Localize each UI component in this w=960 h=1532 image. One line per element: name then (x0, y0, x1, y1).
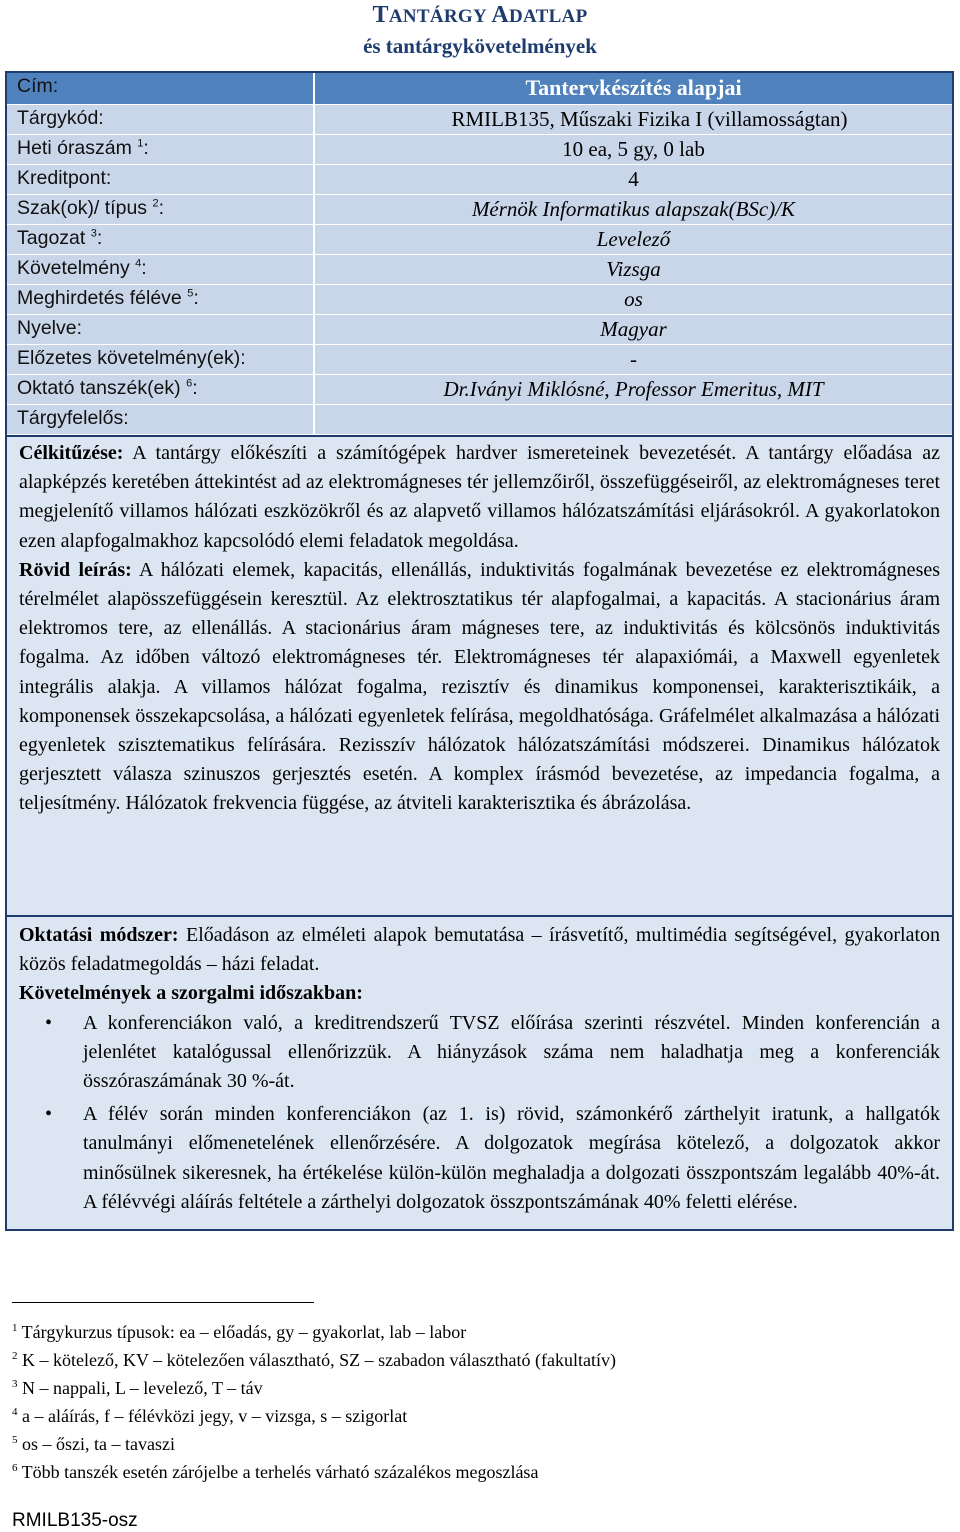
method-paragraph (19, 921, 940, 979)
row-label-text: Heti óraszám (17, 137, 132, 159)
short-text: A hálózati elemek, kapacitás, ellenállás, induktivitás fogalmának bevezetése ez elektromágneses térelmélet alapösszefüggésein keresztül. Az elektrosztatikus tér alapfogalmai, a kapacitás. A stacionárius áram elektromos tere, az ellenállás. A stacionárius áram mágneses tere, az induktivitás és kölcsönös induktivitás fogalma. Az időben változó elektromágneses tér. Elektromágneses tér alapaxiómái, a Maxwell egyenletek integrális alakja. A villamos hálózat fogalma, rezisztív és dinamikus komponensei, karakterisztikáik, a komponensek összekapcsolása, a hálózati egyenletek felírása, megoldhatósága. Gráfelmélet alkalmazása a hálózati egyenletek szisztematikus felírására. Rezisszív hálózatok hálózatszámítási módszerei. Dinamikus hálózatok gerjesztett válasza szinuszos gerjesztés esetén. A komplex írásmód bevezetése, az impedancia fogalma, a teljesítmény. Hálózatok frekvencia függése, az átviteli karakterisztika és ábrázolása. (19, 558, 941, 815)
requirements-block (7, 917, 952, 1229)
table-rows (7, 105, 952, 435)
row-label-text: Nyelve: (17, 317, 83, 339)
footnote-ref: 4 (135, 257, 142, 270)
document-subtitle: és tantárgykövetelmények (363, 34, 597, 58)
table-row (7, 345, 952, 375)
requirements-label: Követelmények a szorgalmi időszakban: (19, 982, 363, 1005)
row-label: Cím: (17, 75, 59, 97)
document-title (0, 2, 960, 29)
footnote-ref: 5 (187, 287, 194, 300)
footnote-ref: 2 (152, 197, 159, 210)
footnote-text: a – aláírás, f – félévközi jegy, v – vizsga, s – szigorlat (17, 1406, 408, 1426)
footnote-number: 4 (12, 1406, 18, 1418)
method-label: Oktatási módszer: (19, 924, 179, 946)
footnote (12, 1456, 616, 1484)
title-part: ANTÁRGY (388, 6, 492, 27)
title-part: T (372, 2, 389, 28)
footnote-separator (12, 1302, 314, 1303)
row-label-text: Tagozat (17, 227, 86, 249)
table-row (7, 105, 952, 135)
table-row (7, 225, 952, 255)
row-label (17, 167, 111, 190)
row-value: Levelező (596, 227, 671, 251)
footnotes (12, 1316, 616, 1484)
row-label (17, 347, 246, 370)
row-label-text: Tárgykód: (17, 107, 104, 129)
footnote-number: 1 (12, 1322, 18, 1334)
page-footer: RMILB135-osz (12, 1510, 138, 1531)
table-row (7, 315, 952, 345)
row-value: 4 (628, 167, 639, 191)
short-description-paragraph (19, 556, 940, 819)
subject-datasheet-table (5, 71, 954, 1231)
row-label (17, 407, 129, 430)
row-value: - (630, 347, 637, 371)
requirements-list (19, 1009, 940, 1217)
footnote-number: 6 (12, 1462, 18, 1474)
label-colon: : (193, 287, 199, 309)
footnote-text: Több tanszék esetén zárójelbe a terhelés várható százalékos megoszlása (17, 1462, 539, 1482)
row-value: 10 ea, 5 gy, 0 lab (562, 137, 705, 161)
footnote (12, 1428, 616, 1456)
column-divider (313, 405, 315, 434)
row-value: Vizsga (606, 257, 661, 281)
label-colon: : (141, 257, 147, 279)
row-label (17, 257, 147, 280)
row-value: Magyar (600, 317, 667, 341)
list-item-text: A konferenciákon való, a kreditrendszerű TVSZ előírása szerinti részvétel. Minden konferencián a jelenlétet katalógussal ellenőrizzük. A hiányzások száma nem haladhatja meg a konferenciák összóraszámának 30 %-át. (83, 1011, 940, 1093)
footnote-text: N – nappali, L – levelező, T – táv (17, 1378, 263, 1398)
table-row (7, 375, 952, 405)
row-label-text: Tárgyfelelős: (17, 407, 129, 429)
table-row (7, 405, 952, 435)
row-label-text: Szak(ok)/ típus (17, 197, 148, 219)
table-row (7, 165, 952, 195)
row-label-text: Kreditpont: (17, 167, 112, 189)
goal-paragraph (19, 439, 940, 556)
footnote-number: 3 (12, 1378, 18, 1390)
row-label-text: Oktató tanszék(ek) (17, 377, 181, 399)
footnote (12, 1372, 616, 1400)
list-item-text: A félév során minden konferenciákon (az 1. is) rövid, számonkérő zárthelyit iratunk, a hallgatók tanulmányi előmenetelének ellenőrzésére. A dolgozatok megírása kötelező, a dolgozatok akkor minősülnek sikeresnek, ha értékelése külön-külön meghaladja a dolgozati összpontszám legalább 40%-át. A félévvégi aláírás feltétele a zárthelyi dolgozatok összpontszámának 40% feletti elérése. (83, 1103, 940, 1213)
row-value: os (624, 287, 643, 311)
footnote-text: K – kötelező, KV – kötelezően választható, SZ – szabadon választható (fakultatív) (17, 1350, 616, 1370)
title-part: A (491, 2, 509, 28)
footnote (12, 1400, 616, 1428)
row-value: Mérnök Informatikus alapszak(BSc)/K (471, 197, 796, 221)
description-block (7, 437, 952, 915)
row-label-text: Előzetes követelmény(ek): (17, 347, 246, 369)
label-colon: : (96, 227, 103, 249)
method-text: Előadáson az elméleti alapok bemutatása – írásvetítő, multimédia segítségével, gyakorlaton közös feladatmegoldás – házi feladat. (19, 924, 940, 976)
footnote (12, 1344, 616, 1372)
footnote-ref: 1 (137, 137, 144, 150)
footnote-ref: 3 (90, 227, 97, 240)
footnote-number: 2 (12, 1350, 18, 1362)
footnote-ref: 6 (186, 377, 193, 390)
list-item (19, 1009, 940, 1097)
column-divider (313, 105, 315, 134)
row-label (17, 287, 199, 310)
row-value: Dr.Iványi Miklósné, Professor Emeritus, MIT (443, 377, 824, 401)
row-label (17, 197, 164, 220)
table-row (7, 135, 952, 165)
row-label (17, 317, 82, 340)
label-colon: : (143, 137, 149, 159)
row-label (17, 227, 102, 250)
row-label-text: Meghirdetés féléve (17, 287, 182, 309)
row-label (17, 107, 104, 130)
goal-label: Célkitűzése: (19, 442, 124, 464)
footnote-number: 5 (12, 1434, 18, 1446)
label-colon: : (192, 377, 198, 399)
footnote-text: os – őszi, ta – tavaszi (17, 1434, 175, 1454)
table-row (7, 255, 952, 285)
row-label-text: Követelmény (17, 257, 130, 279)
row-value: Tantervkészítés alapjai (525, 75, 742, 100)
row-label (17, 137, 149, 160)
goal-text: A tantárgy előkészíti a számítógépek hardver ismereteinek bevezetését. A tantárgy előadása az alapképzés keretében áttekintést ad az elektromágneses tér jellemzőiről, összefüggéseiről, az elektromágneses teret megjelenítő villamos hálózati eszközökről és az alapvető villamos hálózatszámítási eljárásokról. A gyakorlatokon ezen alapfogalmakhoz kapcsolódó elemi feladatok megoldása. (19, 442, 940, 552)
row-title (7, 73, 952, 105)
short-label: Rövid leírás: (19, 558, 132, 581)
table-row (7, 285, 952, 315)
bullet-icon: • (45, 1011, 53, 1034)
table-row (7, 195, 952, 225)
bullet-icon: • (45, 1103, 53, 1126)
title-part: DATLAP (508, 6, 588, 27)
row-value: RMILB135, Műszaki Fizika I (villamosságtan) (451, 107, 848, 131)
footnote-text: Tárgykurzus típusok: ea – előadás, gy – gyakorlat, lab – labor (17, 1322, 467, 1342)
label-colon: : (158, 197, 165, 219)
list-item (19, 1100, 940, 1217)
row-label (17, 377, 198, 400)
footnote (12, 1316, 616, 1344)
